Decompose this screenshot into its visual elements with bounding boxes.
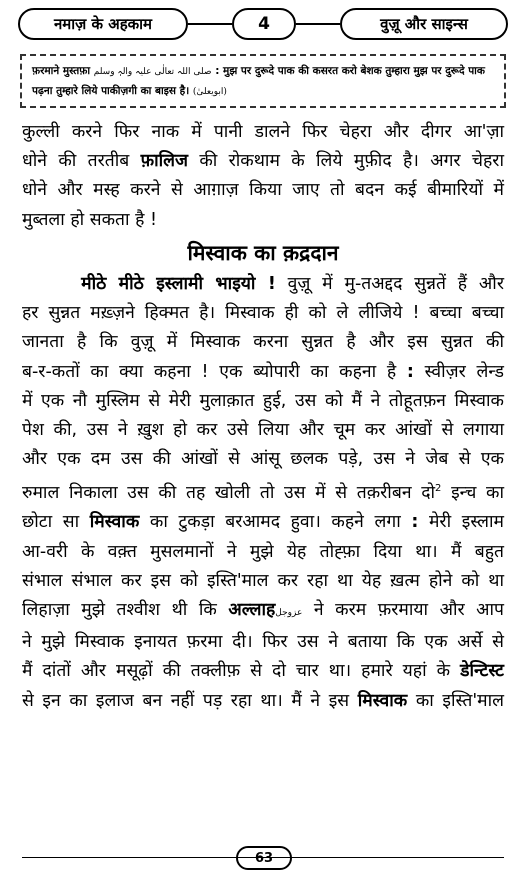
chapter-number-label: 4 bbox=[232, 8, 296, 40]
header-connector-left bbox=[188, 23, 232, 25]
text-line: धोने और मस्ह करने से आग़ाज़ किया जाए तो बदन कई बीमारियों में bbox=[22, 180, 504, 201]
text-run: मेरी इस्लाम bbox=[418, 512, 505, 533]
text-line: कुल्ली करने फिर नाक में पानी डालने फिर चेहरा और दीगर आ'ज़ा bbox=[22, 122, 504, 142]
page-number: 63 bbox=[236, 846, 292, 870]
text-run: से इन का इलाज बन नहीं पड़ रहा था। मैं ने इस bbox=[22, 690, 358, 711]
text-line: जानता है कि वुज़ू में मिस्वाक करना सुन्नत है और इस सुन्नत की bbox=[22, 332, 504, 353]
bold-colon: : bbox=[411, 512, 419, 533]
text-line: संभाल संभाल कर इस को इस्ति'माल कर रहा था येह ख़त्म होने को था bbox=[22, 570, 504, 591]
text-run: का इस्ति'माल bbox=[407, 690, 504, 711]
chapter-title-label: वुज़ू और साइन्स bbox=[340, 8, 508, 40]
hadith-text-1: : मुझ पर दुरूदे पाक की कसरत करो बेशक तुम्हारा मुझ पर दुरूदे पाक bbox=[215, 65, 485, 77]
text-line: हर सुन्नत मख़्ज़ने हिक्मत है। मिस्वाक ही को ले लीजिये ! बच्चा बच्चा bbox=[22, 303, 504, 324]
text-line: में एक नौ मुस्लिम से मेरी मुलाक़ात हुई, उस को मैं ने तोहूतफ़न मिस्वाक bbox=[22, 390, 504, 411]
text-line: आ-वरी के वक़्त मुसलमानों ने मुझे येह तोह्फ़ा दिया था। मैं बहुत bbox=[22, 541, 504, 562]
hadith-box bbox=[20, 54, 506, 108]
text-run: धोने की तरतीब bbox=[22, 151, 141, 172]
text-line bbox=[22, 474, 504, 508]
text-run: स्वीज़र लेन्ड bbox=[413, 361, 504, 382]
text-run: लिहाज़ा मुझे तश्वीश थी कि bbox=[22, 600, 229, 621]
text-line bbox=[22, 270, 504, 299]
bold-term: अल्लाह bbox=[228, 600, 276, 621]
text-line bbox=[22, 657, 504, 686]
hadith-salutation: صلی اللہ تعالٰی علیہ والہٖ وسلم bbox=[93, 67, 212, 77]
arabic-honorific: عزوجل bbox=[275, 608, 303, 619]
bold-term: डेन्टिस्ट bbox=[460, 661, 504, 682]
header-connector-right bbox=[296, 23, 340, 25]
hadith-label: फ़रमाने मुस्तफ़ा bbox=[32, 65, 91, 77]
text-run: मैं दांतों और मसूढ़ों की तक्लीफ़ से दो चार था। हमारे यहां के bbox=[22, 661, 461, 682]
text-line: और एक दम उस की आंखों से आंसू छलक पड़े, उस ने जेब से एक bbox=[22, 449, 504, 470]
text-line: मुब्तला हो सकता है ! bbox=[22, 209, 157, 230]
superscript: 2 bbox=[435, 483, 442, 495]
text-run: ब-र-कतों का क्या कहना ! एक ब्योपारी का कहना है bbox=[22, 361, 407, 382]
hadith-source: (ابویعلیٰ) bbox=[192, 87, 227, 97]
hadith-text-2: पढ़ना तुम्हारे लिये पाकीज़गी का बाइस है। bbox=[32, 85, 190, 97]
text-run: छोटा सा bbox=[22, 512, 90, 533]
text-line: पेश की, उस ने ख़ुश हो कर उसे लिया और चूम कर आंखों से लगाया bbox=[22, 420, 504, 441]
bold-term: मीठे मीठे इस्लामी भाइयो ! bbox=[81, 274, 276, 295]
text-run: का टुकड़ा बरआमद हुवा। कहने लगा bbox=[139, 512, 412, 533]
text-line bbox=[22, 147, 504, 176]
text-line bbox=[22, 687, 504, 716]
text-line bbox=[22, 508, 504, 537]
bold-term: मिस्वाक bbox=[89, 512, 140, 533]
bold-colon: : bbox=[406, 361, 414, 382]
text-run: वुज़ू में मु-तअद्दद सुन्नतें हैं और bbox=[275, 274, 504, 295]
book-title-label: नमाज़ के अहकाम bbox=[18, 8, 188, 40]
text-run: ने करम फ़रमाया और आप bbox=[302, 600, 504, 621]
text-run: की रोकथाम के लिये मुफ़ीद है। अगर चेहरा bbox=[188, 151, 504, 172]
text-run: रुमाल निकाला उस की तह खोली तो उस में से तक़रीबन दो bbox=[22, 483, 436, 504]
bold-term: मिस्वाक bbox=[357, 690, 408, 711]
section-heading: मिस्वाक का क़द्रदान bbox=[187, 240, 339, 265]
text-line bbox=[22, 358, 504, 387]
text-line bbox=[22, 596, 504, 628]
page-body bbox=[22, 118, 504, 716]
bold-term: फ़ालिज bbox=[140, 151, 188, 172]
text-run: इन्च का bbox=[441, 483, 504, 504]
text-line: ने मुझे मिस्वाक इनायत फ़रमा दी। फिर उस ने बताया कि एक अर्से से bbox=[22, 632, 504, 653]
